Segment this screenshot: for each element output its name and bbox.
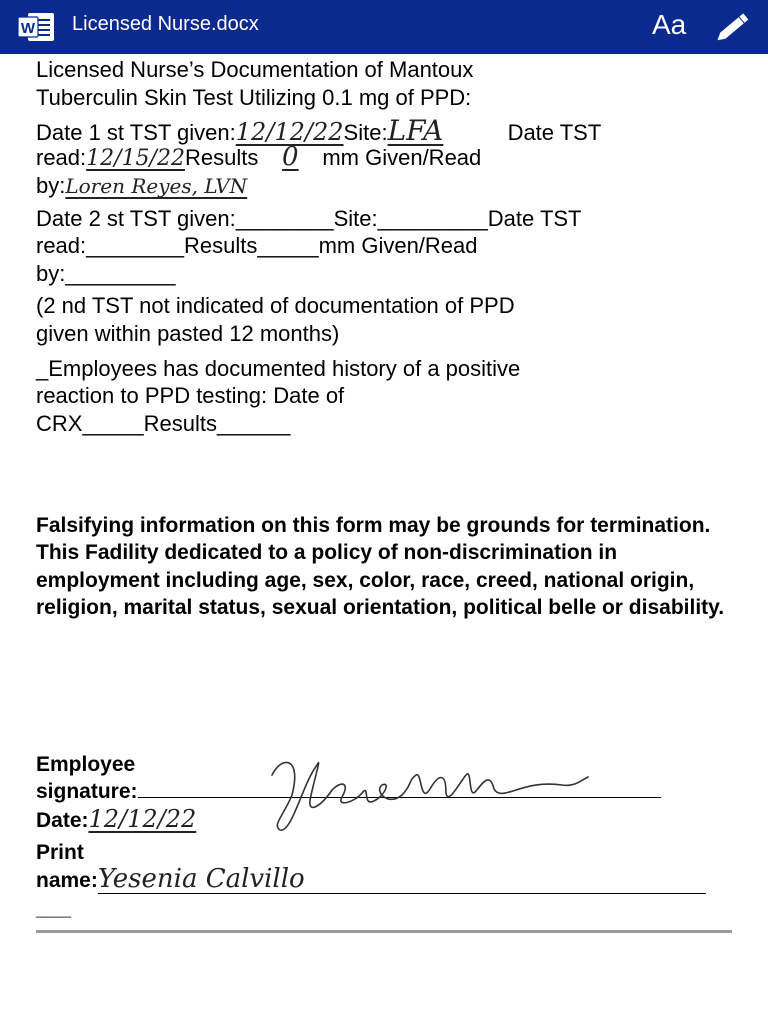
print-label: Print	[36, 841, 84, 864]
tst1-date-read: 12/15/22	[86, 146, 185, 171]
footer-divider	[36, 930, 732, 933]
tst1-result: 0	[282, 142, 299, 172]
date-row: Date:12/12/22	[36, 805, 197, 833]
tst1-site: LFA	[387, 114, 444, 147]
tst1-date-given: 12/12/22	[235, 118, 344, 146]
document-page	[36, 56, 746, 111]
disclaimer-paragraph: Falsifying information on this form may be grounds for termination. This Fadility dedicated to a policy of non-discrimination in employment including age, sex, color, race, creed, national origin, religion, marital status, sexual orientation, political belle or disability.	[36, 514, 725, 619]
svg-text:W: W	[20, 20, 36, 37]
tst1-line-1: Date 1 st TST given:12/12/22Site:LFA Date TST	[36, 114, 602, 147]
word-app-icon[interactable]	[16, 11, 56, 43]
pencil-icon[interactable]	[712, 10, 752, 46]
note-line-1: (2 nd TST not indicated of documentation of PPD	[36, 293, 515, 318]
print-name-row: name:Yesenia Calvillo	[36, 866, 746, 894]
tst2-line-2: read:________Results_____mm Given/Read	[36, 233, 478, 258]
font-format-button[interactable]: Aa	[652, 9, 687, 40]
note-line-2: given within pasted 12 months)	[36, 321, 340, 346]
heading-line-1: Licensed Nurse’s Documentation of Mantoux	[36, 57, 474, 82]
positive-line-2: reaction to PPD testing: Date of	[36, 383, 345, 408]
heading-line-2: Tuberculin Skin Test Utilizing 0.1 mg of PPD:	[36, 84, 472, 110]
tst2-line-3: by:_________	[36, 261, 176, 286]
document-title: Licensed Nurse.docx	[72, 13, 259, 35]
signature-row: signature:	[36, 778, 746, 805]
trailing-underscore: ___	[36, 897, 72, 920]
tst1-line-3: by:Loren Reyes, LVN	[36, 172, 247, 201]
tst1-given-by: Loren Reyes, LVN	[65, 174, 248, 198]
positive-line-3: CRX_____Results______	[36, 411, 291, 436]
print-name-value: Yesenia Calvillo	[98, 866, 706, 894]
tst2-line-1: Date 2 st TST given:________Site:_________Date TST	[36, 206, 582, 231]
title-bar	[0, 0, 768, 54]
signature-date: 12/12/22	[88, 805, 197, 833]
employee-label: Employee	[36, 753, 136, 776]
positive-line-1: _Employees has documented history of a positive	[36, 356, 521, 381]
tst1-line-2: read:12/15/22Results 0 mm Given/Read	[36, 142, 482, 172]
